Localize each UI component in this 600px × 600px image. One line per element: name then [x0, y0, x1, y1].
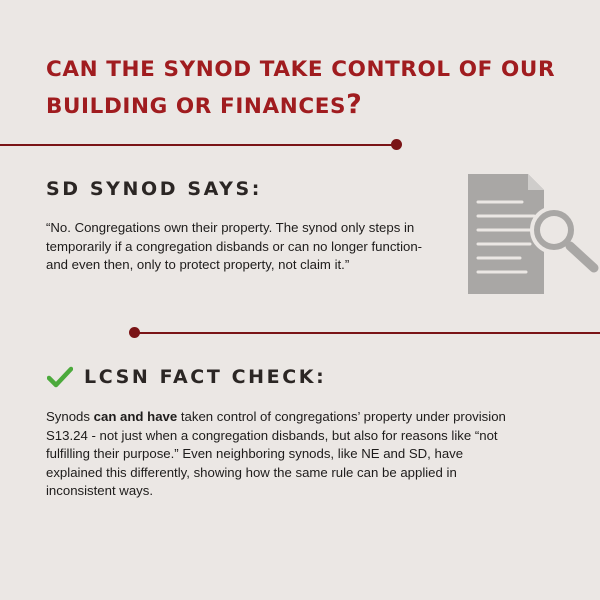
fact-check-body — [46, 408, 516, 501]
document-search-icon — [440, 172, 600, 302]
page-title — [46, 52, 566, 124]
synod-heading: SD SYNOD SAYS: — [46, 178, 262, 200]
title-text: CAN THE SYNOD TAKE CONTROL OF OUR BUILDING OR FINANCES — [46, 57, 556, 119]
title-question-mark: ? — [346, 89, 363, 120]
checkmark-icon — [47, 366, 73, 388]
fact-text-emphasis: can and have — [93, 409, 178, 424]
synod-quote: “No. Congregations own their property. The synod only steps in temporarily if a congregation disbands or can no longer function-and even then, only to protect property, not claim it.” — [46, 220, 423, 272]
divider-dot-top — [391, 139, 402, 150]
fact-text-start: Synods — [46, 409, 94, 424]
divider-line-top — [0, 144, 396, 146]
fact-text-rest: taken control of congregations’ property under provision S13.24 - not just when a congregation disbands, but also for reasons like “not fulfilling their purpose.” Even neighboring synods, like NE and SD, have explained this differently, showing how the same rule can be applied in inconsistent ways. — [46, 409, 506, 498]
divider-line-bottom — [134, 332, 600, 334]
fact-check-heading: LCSN FACT CHECK: — [84, 366, 327, 388]
